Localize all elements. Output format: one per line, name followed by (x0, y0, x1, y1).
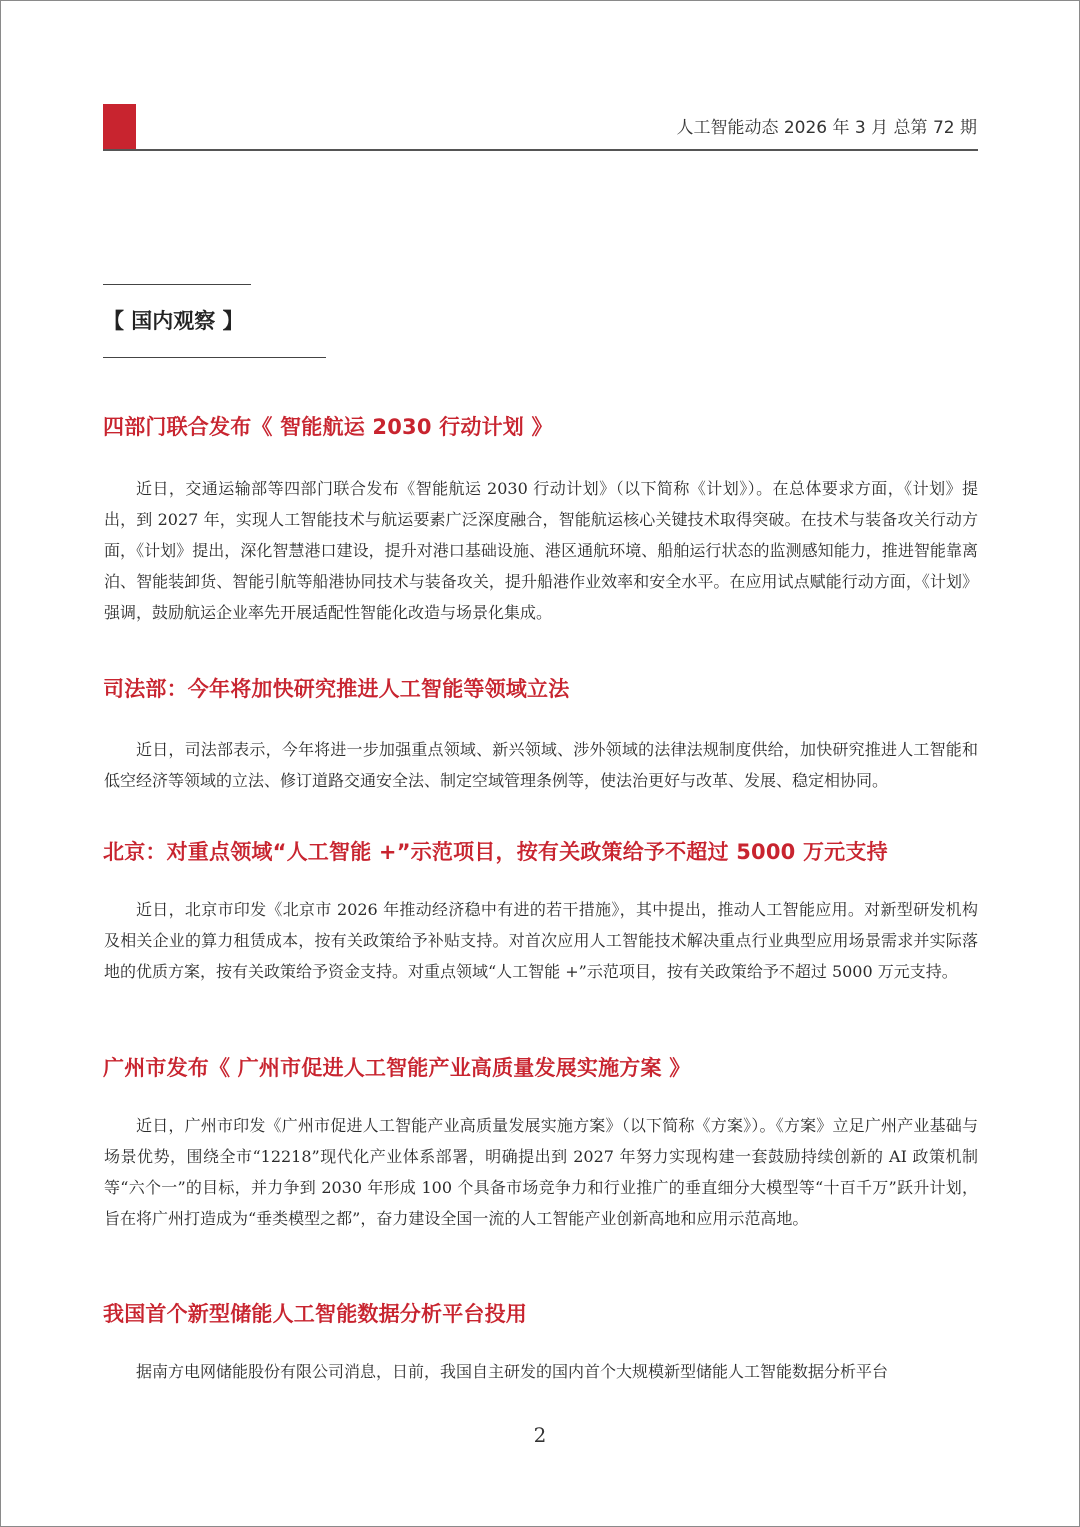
section-rule-top (103, 284, 251, 285)
article-headline: 我国首个新型储能人工智能数据分析平台投用 (103, 1302, 527, 1326)
article-headline: 广州市发布《 广州市促进人工智能产业高质量发展实施方案 》 (103, 1056, 691, 1080)
header-accent-block (103, 104, 136, 149)
article-headline: 北京：对重点领域“人工智能 +”示范项目，按有关政策给予不超过 5000 万元支持 (103, 840, 888, 864)
article-body: 近日，北京市印发《北京市 2026 年推动经济稳中有进的若干措施》，其中提出，推动人工智能应用。对新型研发机构及相关企业的算力租赁成本，按有关政策给予补贴支持。对首次应用人工智能技术解决重点行业典型应用场景需求并实际落地的优质方案，按有关政策给予资金支持。对重点领域“人工智能 +”示范项目，按有关政策给予不超过 5000 万元支持。 (104, 900, 978, 981)
header-divider (103, 149, 978, 151)
section-title: 【 国内观察 】 (103, 309, 244, 333)
page-number: 2 (533, 1423, 547, 1447)
article-headline: 司法部：今年将加快研究推进人工智能等领域立法 (103, 677, 570, 701)
section-rule-bottom (103, 357, 326, 358)
article-body: 近日，广州市印发《广州市促进人工智能产业高质量发展实施方案》（以下简称《方案》）。《方案》立足广州产业基础与场景优势，围绕全市“12218”现代化产业体系部署，明确提出到 2027 年努力实现构建一套鼓励持续创新的 AI 政策机制等“六个一”的目标，并力争到 2030 年形成 100 个具备市场竞争力和行业推广的垂直细分大模型等“十百千万”跃升计划，旨在将广州打造成为“垂类模型之都”，奋力建设全国一流的人工智能产业创新高地和应用示范高地。 (104, 1116, 978, 1228)
article-body: 据南方电网储能股份有限公司消息，日前，我国自主研发的国内首个大规模新型储能人工智能数据分析平台 (136, 1362, 889, 1381)
article-body: 近日，交通运输部等四部门联合发布《智能航运 2030 行动计划》（以下简称《计划》）。在总体要求方面，《计划》提出，到 2027 年，实现人工智能技术与航运要素广泛深度融合，智能航运核心关键技术取得突破。在技术与装备攻关行动方面，《计划》提出，深化智慧港口建设，提升对港口基础设施、港区通航环境、船舶运行状态的监测感知能力，推进智能靠离泊、智能装卸货、智能引航等船港协同技术与装备攻关，提升船港作业效率和安全水平。在应用试点赋能行动方面，《计划》强调，鼓励航运企业率先开展适配性智能化改造与场景化集成。 (104, 479, 978, 622)
article-body: 近日，司法部表示，今年将进一步加强重点领域、新兴领域、涉外领域的法律法规制度供给，加快研究推进人工智能和低空经济等领域的立法、修订道路交通安全法、制定空域管理条例等，使法治更好与改革、发展、稳定相协同。 (104, 740, 978, 790)
article-headline: 四部门联合发布《 智能航运 2030 行动计划 》 (103, 415, 553, 439)
running-header: 人工智能动态 2026 年 3 月 总第 72 期 (676, 118, 977, 138)
